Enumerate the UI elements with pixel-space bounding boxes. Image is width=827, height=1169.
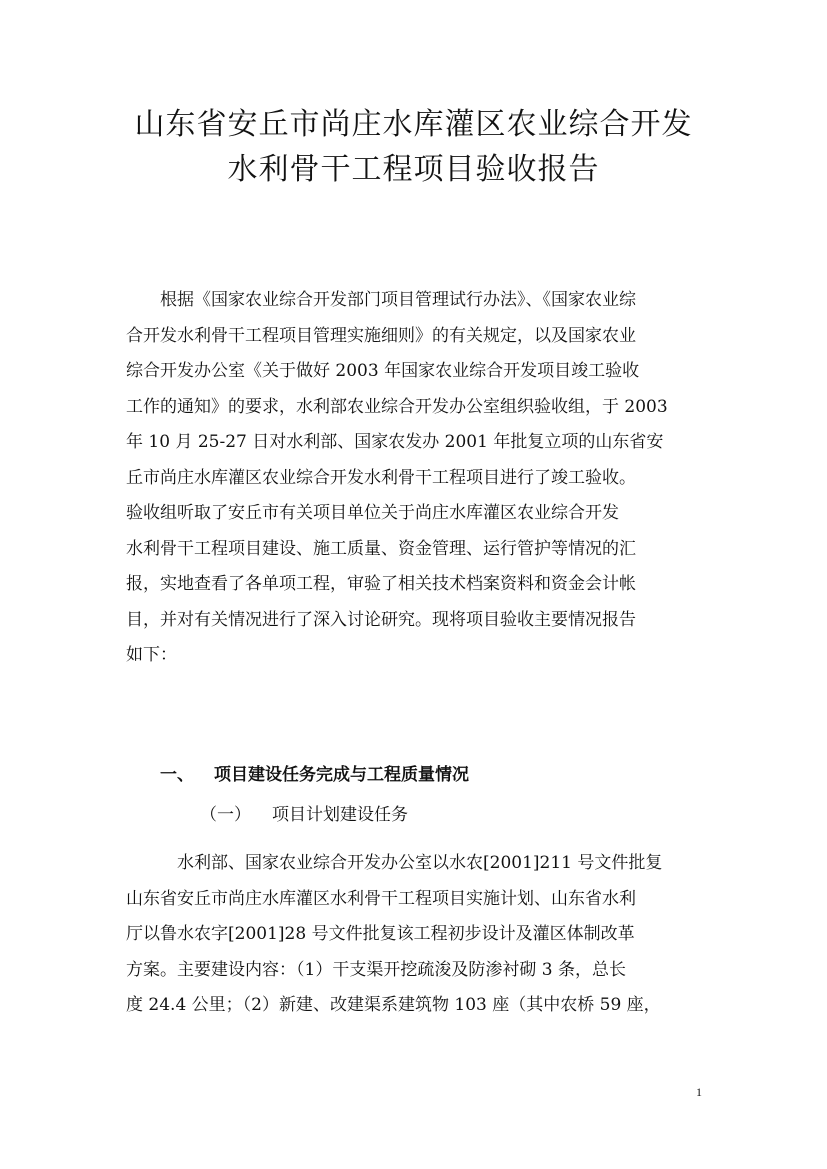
plan-paragraph bbox=[126, 846, 701, 1024]
document-title-line-2: 水利骨干工程项目验收报告 bbox=[227, 152, 600, 187]
paragraph-line: 合开发水利骨干工程项目管理实施细则》的有关规定，以及国家农业 bbox=[126, 325, 636, 346]
paragraph-line: 验收组听取了安丘市有关项目单位关于尚庄水库灌区农业综合开发 bbox=[126, 503, 619, 523]
paragraph-line: 水利骨干工程项目建设、施工质量、资金管理、运行管护等情况的汇 bbox=[126, 538, 636, 559]
paragraph-line: 方案。主要建设内容：（1）干支渠开挖疏浚及防渗衬砌 3 条，总长 bbox=[126, 959, 626, 980]
paragraph-line: 厅以鲁水农字[2001]28 号文件批复该工程初步设计及灌区体制改革 bbox=[126, 924, 635, 944]
paragraph-line: 水利部、国家农业综合开发办公室以水农[2001]211 号文件批复 bbox=[177, 853, 663, 873]
paragraph-line: 年 10 月 25-27 日对水利部、国家农发办 2001 年批复立项的山东省安 bbox=[126, 432, 664, 452]
section-heading-1 bbox=[160, 760, 469, 790]
paragraph-line: 如下： bbox=[126, 645, 177, 665]
paragraph-line: 丘市尚庄水库灌区农业综合开发水利骨干工程项目进行了竣工验收。 bbox=[126, 467, 636, 488]
paragraph-line: 目，并对有关情况进行了深入讨论研究。现将项目验收主要情况报告 bbox=[126, 609, 636, 630]
paragraph-line: 综合开发办公室《关于做好 2003 年国家农业综合开发项目竣工验收 bbox=[126, 361, 640, 381]
paragraph-line: 根据《国家农业综合开发部门项目管理试行办法》、《国家农业综 bbox=[160, 290, 636, 310]
section-number: 一、 bbox=[160, 765, 194, 785]
section-heading-text: 项目建设任务完成与工程质量情况 bbox=[214, 765, 469, 785]
paragraph-line: 报，实地查看了各单项工程，审验了相关技术档案资料和资金会计帐 bbox=[126, 574, 636, 594]
document-title-line-1: 山东省安丘市尚庄水库灌区农业综合开发 bbox=[134, 107, 693, 142]
subsection-heading-text: 项目计划建设任务 bbox=[272, 805, 408, 825]
subsection-number: （一） bbox=[200, 805, 251, 825]
paragraph-line: 度 24.4 公里；（2）新建、改建渠系建筑物 103 座（其中农桥 59 座， bbox=[126, 995, 661, 1015]
paragraph-line: 工作的通知》的要求，水利部农业综合开发办公室组织验收组，于 2003 bbox=[126, 396, 668, 417]
page-number: 1 bbox=[696, 1085, 702, 1099]
paragraph-line: 山东省安丘市尚庄水库灌区水利骨干工程项目实施计划、山东省水利 bbox=[126, 888, 636, 909]
subsection-heading-1 bbox=[200, 800, 408, 830]
intro-paragraph bbox=[126, 283, 701, 674]
